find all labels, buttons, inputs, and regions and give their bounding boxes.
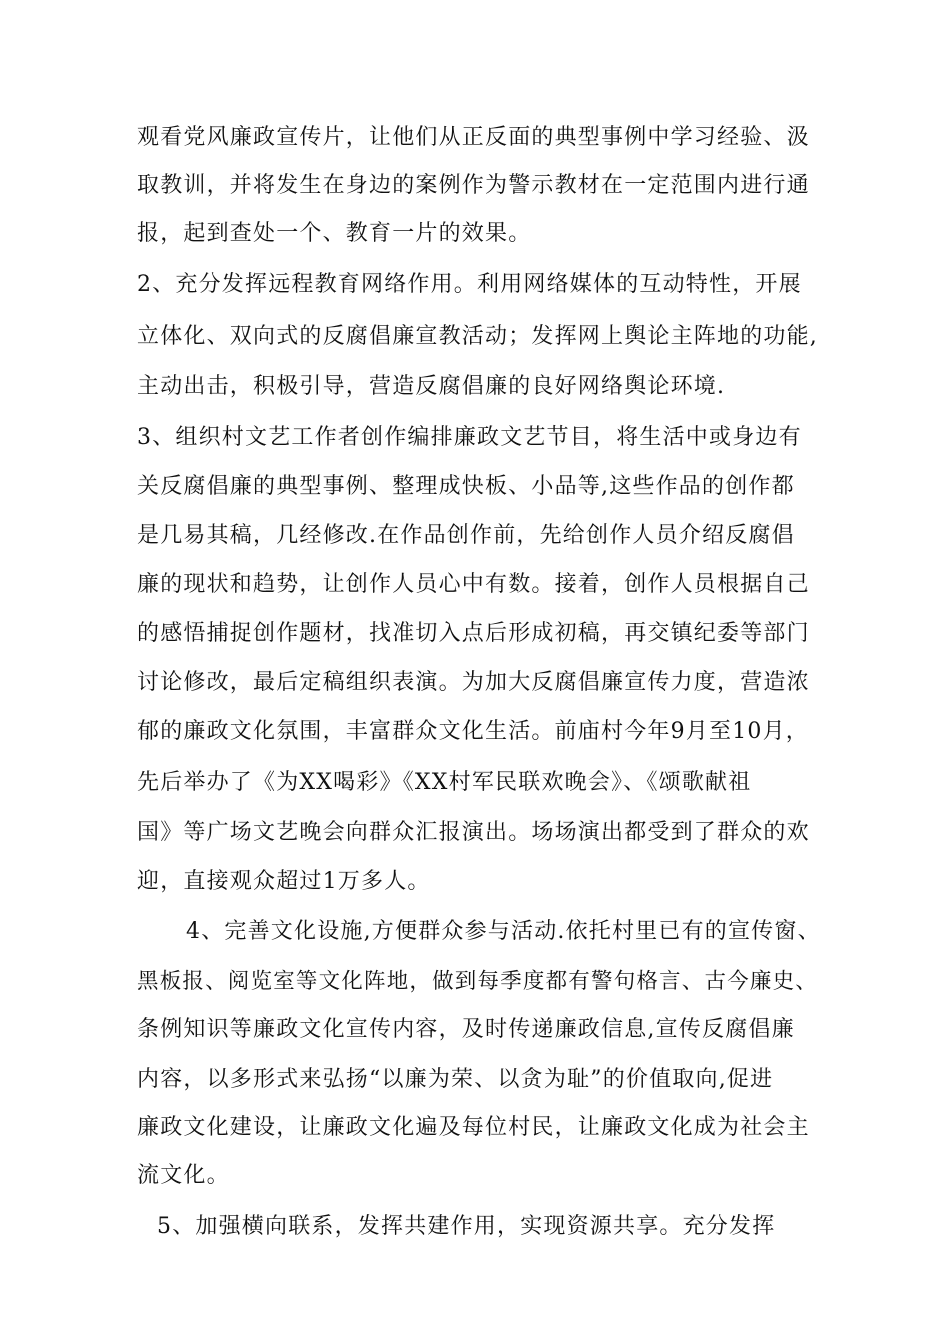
text-line: 2、充分发挥远程教育网络作用。利用网络媒体的互动特性，开展 <box>137 272 802 297</box>
text-line: 主动出击，积极引导，营造反腐倡廉的良好网络舆论环境. <box>137 374 726 399</box>
text-line: 内容，以多形式来弘扬“以廉为荣、以贪为耻”的价值取向,促进 <box>137 1067 774 1092</box>
text-line: 立体化、双向式的反腐倡廉宣教活动；发挥网上舆论主阵地的功能, <box>137 324 818 349</box>
text-line: 廉政文化建设，让廉政文化遍及每位村民，让廉政文化成为社会主 <box>137 1115 810 1140</box>
text-line: 关反腐倡廉的典型事例、整理成快板、小品等,这些作品的创作都 <box>137 474 795 499</box>
text-line: 是几易其稿，几经修改.在作品创作前，先给创作人员介绍反腐倡 <box>137 523 795 548</box>
text-line: 4、完善文化设施,方便群众参与活动.依托村里已有的宣传窗、 <box>186 919 821 944</box>
text-line: 郁的廉政文化氛围，丰富群众文化生活。前庙村今年9月至10月， <box>137 719 809 744</box>
text-line: 迎，直接观众超过1万多人。 <box>137 869 431 894</box>
text-line: 先后举办了《为XX喝彩》《XX村军民联欢晚会》、《颂歌献祖 <box>137 770 752 795</box>
text-line: 3、组织村文艺工作者创作编排廉政文艺节目，将生活中或身边有 <box>137 425 802 450</box>
text-line: 报，起到查处一个、教育一片的效果。 <box>137 221 532 246</box>
text-line: 条例知识等廉政文化宣传内容，及时传递廉政信息,宣传反腐倡廉 <box>137 1017 795 1042</box>
text-line: 廉的现状和趋势，让创作人员心中有数。接着，创作人员根据自己 <box>137 572 810 597</box>
text-line: 黑板报、阅览室等文化阵地，做到每季度都有警句格言、古今廉史、 <box>137 969 819 994</box>
text-line: 国》等广场文艺晚会向群众汇报演出。场场演出都受到了群众的欢 <box>137 820 810 845</box>
text-line: 讨论修改，最后定稿组织表演。为加大反腐倡廉宣传力度，营造浓 <box>137 670 810 695</box>
text-line: 观看党风廉政宣传片，让他们从正反面的典型事例中学习经验、汲 <box>137 125 810 150</box>
text-line: 流文化。 <box>137 1163 230 1188</box>
text-line: 的感悟捕捉创作题材，找准切入点后形成初稿，再交镇纪委等部门 <box>137 621 810 646</box>
text-line: 5、加强横向联系，发挥共建作用，实现资源共享。充分发挥 <box>157 1214 776 1239</box>
text-line: 取教训，并将发生在身边的案例作为警示教材在一定范围内进行通 <box>137 173 810 198</box>
